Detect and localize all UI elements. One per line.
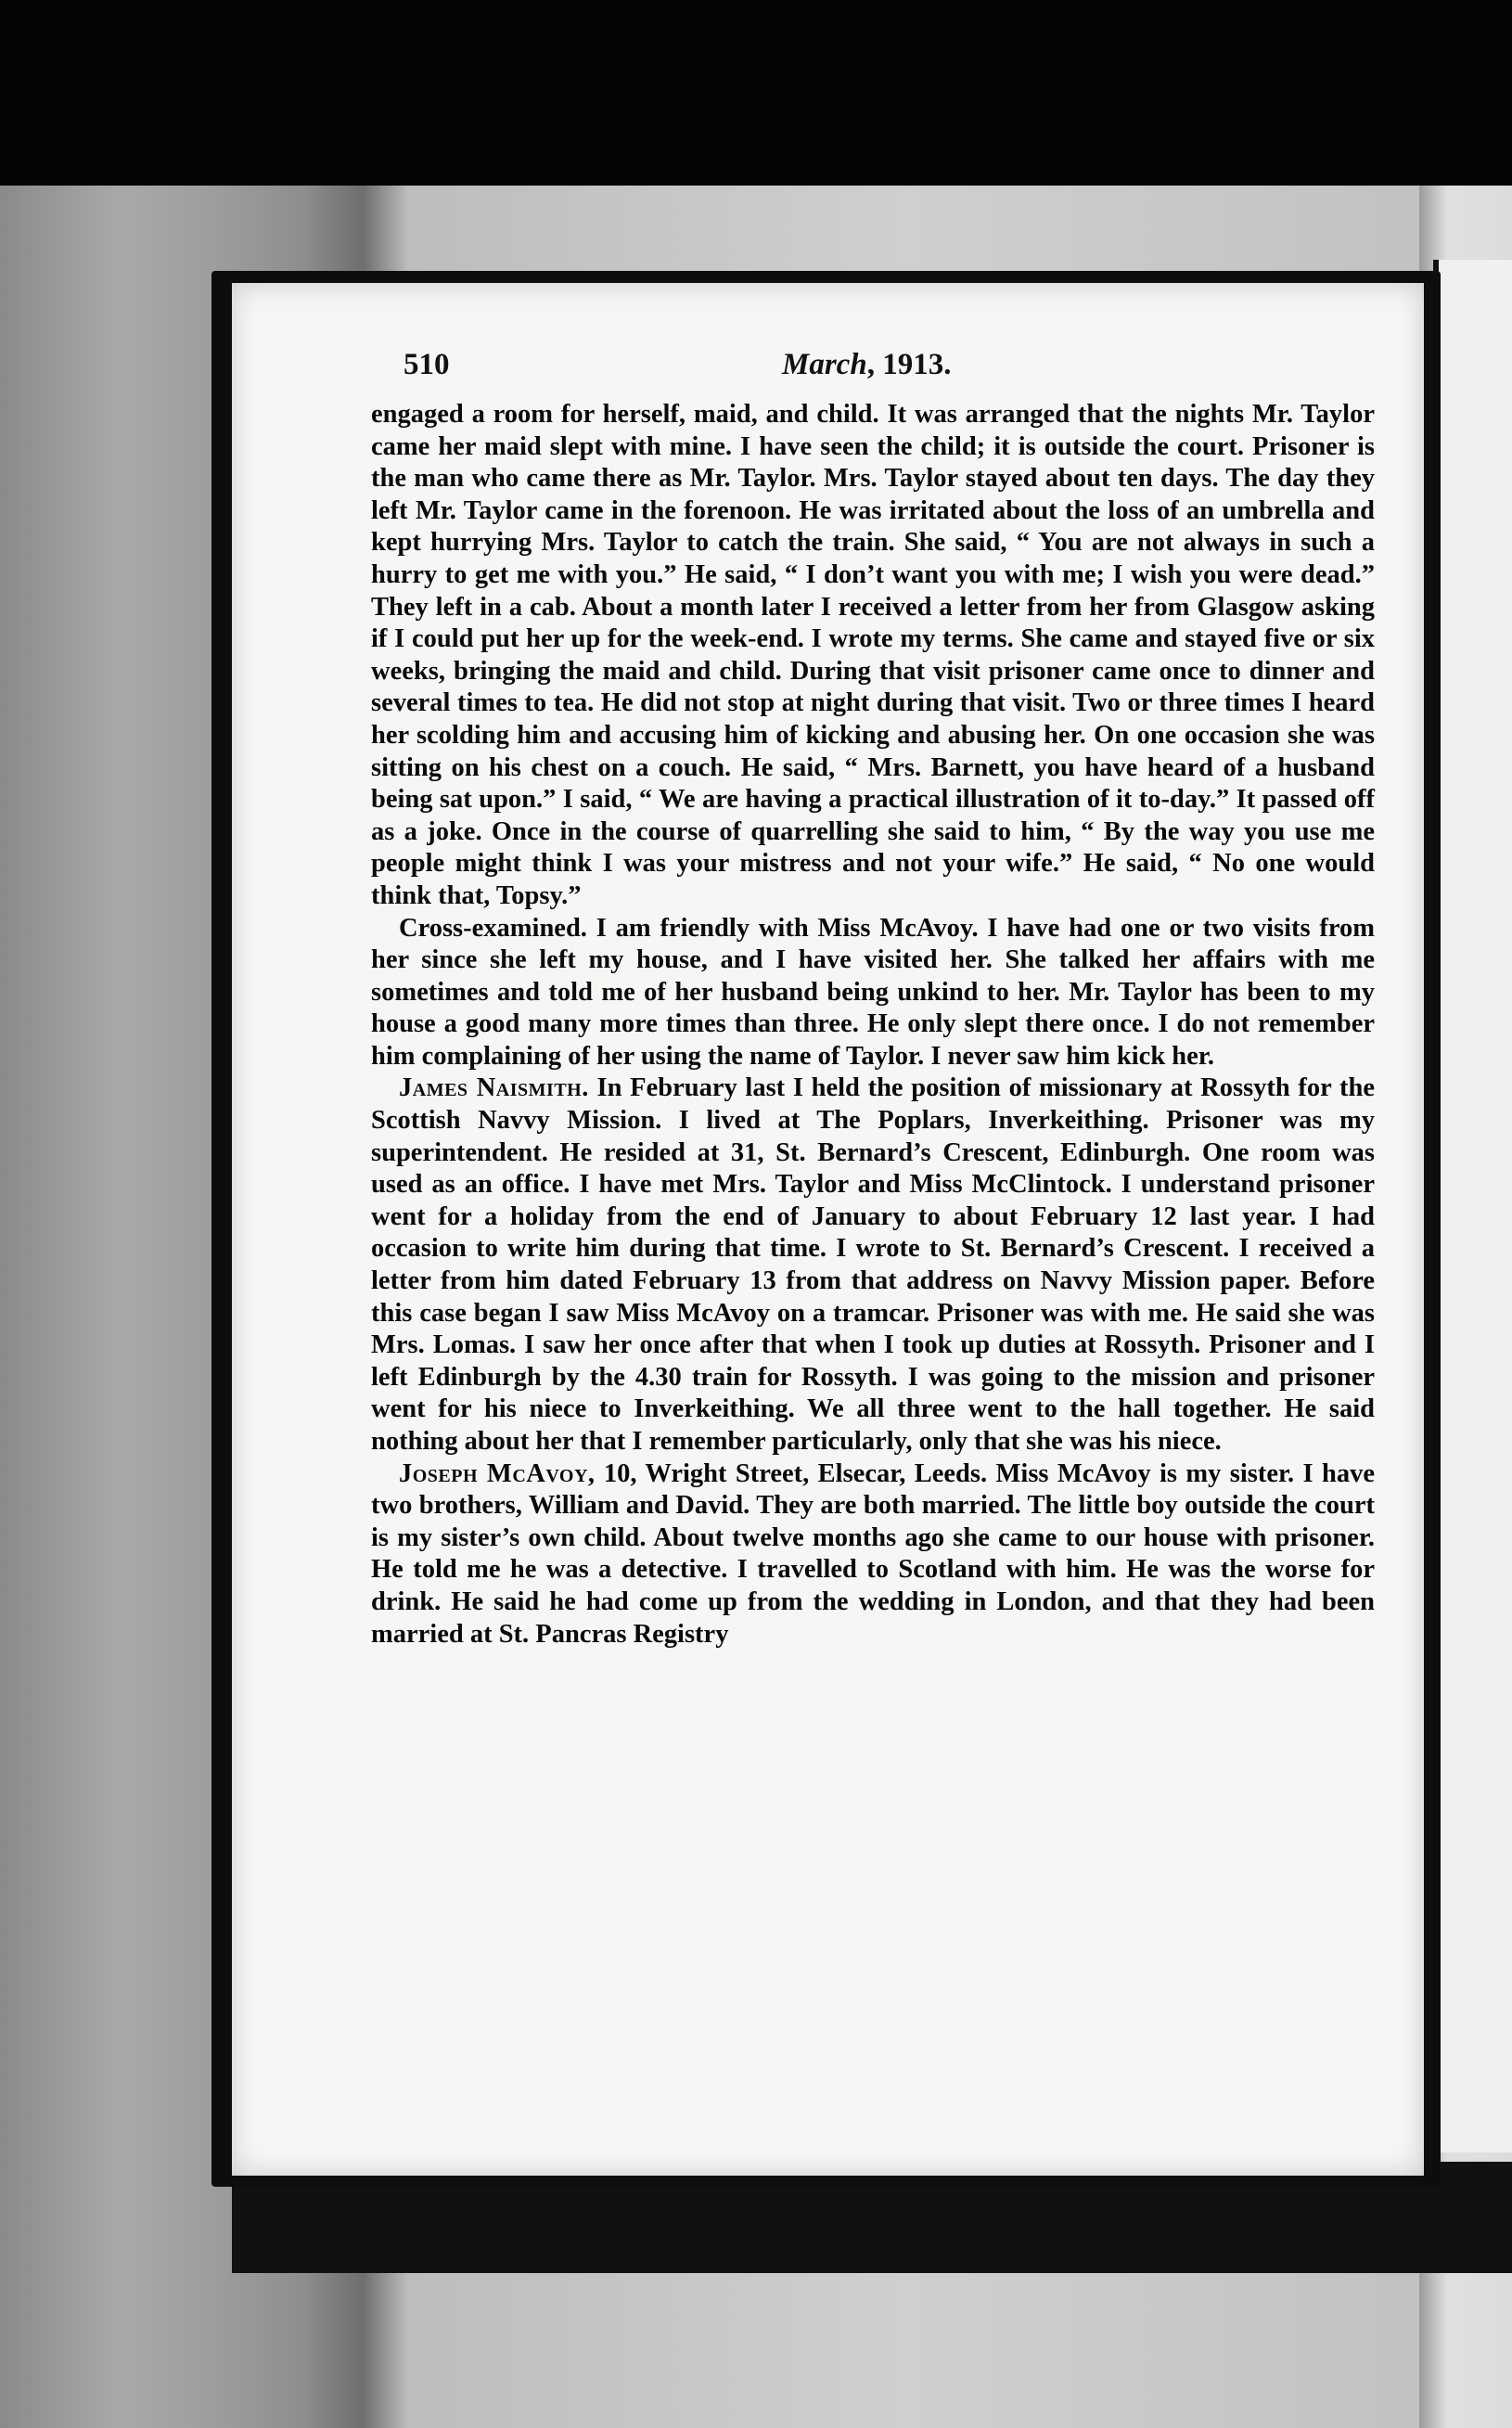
running-head-month: March (782, 348, 867, 381)
mcavoy-testimony: 10, Wright Street, Elsecar, Leeds. Miss McAvoy is my sister. I have two brothers, William and David. They are both married. The little boy outside the court is my sister’s own child. About twelve months ago she came to our house with prisoner. He told me he was a detective. I travelled to Scotland with him. He was the worse for drink. He said he had come up from the wedding in London, and that they had been married at St. Pancras Registry (371, 1458, 1375, 1649)
witness-name-mcavoy: Joseph McAvoy, (399, 1458, 596, 1488)
page-body (371, 399, 1375, 1651)
paragraph-mcavoy (371, 1458, 1375, 1651)
naismith-testimony: In February last I held the position of missionary at Rossyth for the Scottish Navvy Mission. I lived at The Poplars, Inverkeithing. Prisoner was my superintendent. He resided at 31, St. Bernard’s Crescent, Edinburgh. One room was used as an office. I have met Mrs. Taylor and Miss McClintock. I understand prisoner went for a holiday from the end of January to about February 12 last year. I had occasion to write him during that time. I wrote to St. Bernard’s Crescent. I received a letter from him dated February 13 from that address on Navvy Mission paper. Before this case began I saw Miss McAvoy on a tramcar. Prisoner was with me. He said she was Mrs. Lomas. I saw her once after that when I took up duties at Rossyth. Prisoner and I left Edinburgh by the 4.30 train for Rossyth. I was going to the mission and prisoner went for his niece to Inverkeithing. We all three went to the hall together. He said nothing about her that I remember particularly, only that she was his niece. (371, 1073, 1375, 1456)
paragraph-cross-examined: Cross-examined. I am friendly with Miss McAvoy. I have had one or two visits from her since she left my house, and I have visited her. She talked her affairs with me sometimes and told me of her husband being unkind to her. Mr. Taylor has been to my house a good many more times than three. He only slept there once. I do not remember him complaining of her using the name of Taylor. I never saw him kick her. (371, 913, 1375, 1071)
page-header (404, 348, 1377, 394)
page-number: 510 (404, 348, 450, 381)
top-dark-band (0, 0, 1512, 195)
paragraph-barnett-testimony: engaged a room for herself, maid, and child. It was arranged that the nights Mr. Taylor came her maid slept with mine. I have seen the child; it is outside the court. Prisoner is the man who came there as Mr. Taylor. Mrs. Taylor stayed about ten days. The day they left Mr. Taylor came in the forenoon. He was irritated about the loss of an umbrella and kept hurrying Mrs. Taylor to catch the train. She said, “ You are not always in such a hurry to get me with you.” He said, “ I don’t want you with me; I wish you were dead.” They left in a cab. About a month later I received a letter from her from Glasgow asking if I could put her up for the week-end. I wrote my terms. She came and stayed five or six weeks, bringing the maid and child. During that visit prisoner came once to dinner and several times to tea. He did not stop at night during that visit. Two or three times I heard her scolding him and accusing him of kicking and abusing her. On one occasion she was sitting on his chest on a couch. He said, “ Mrs. Barnett, you have heard of a husband being sat upon.” I said, “ We are having a practical illustration of it to-day.” It passed off as a joke. Once in the course of quarrelling she said to him, “ By the way you use me people might think I was your mistress and not your wife.” He said, “ No one would think that, Topsy.” (371, 400, 1375, 910)
running-head-year: , 1913. (866, 348, 952, 381)
paragraph-naismith (371, 1073, 1375, 1458)
witness-name-naismith: James Naismith. (399, 1073, 589, 1103)
running-head (782, 348, 951, 382)
facing-page-edge (1433, 260, 1512, 2152)
